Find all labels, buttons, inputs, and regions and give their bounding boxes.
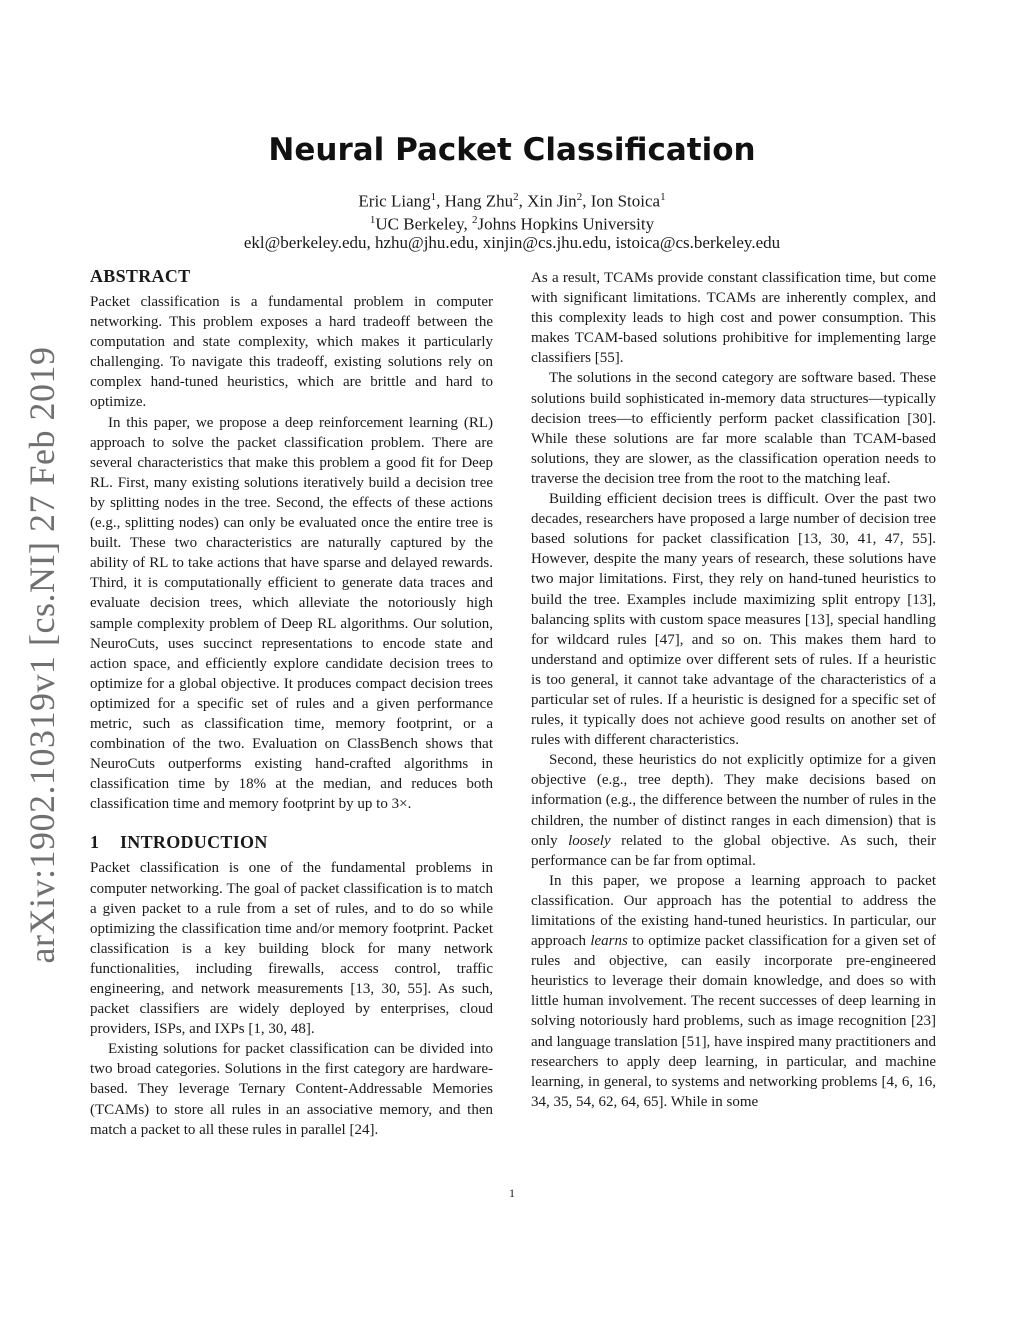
body-paragraph: The solutions in the second category are software based. These solutions build sophisticated in-memory data structures—typically decision trees—to efficiently perform packet classification [30]. While these solutions are far more scalable than TCAM-based solutions, they are slower, as the classification operation needs to traverse the decision tree from the root to the matching leaf. [531, 370, 936, 487]
author-affiliation-mark: 1 [660, 191, 666, 203]
arxiv-identifier: arXiv:1902.10319v1 [cs.NI] 27 Feb 2019 [22, 346, 62, 964]
text-run: In this paper, we propose a learning approach to packet classification. Our approach has the potential to address the limitations of the existing hand-tuned heuristics. In particular, our approach [531, 872, 936, 950]
author-emails: ekl@berkeley.edu, hzhu@jhu.edu, xinjin@cs.jhu.edu, istoica@cs.berkeley.edu [243, 233, 781, 252]
text-run: to optimize packet classification for a given set of rules and objective, can easily incorporate pre-engineered heuristics to leverage their domain knowledge, and does so with little human involvement. The recent successes of deep learning in solving notoriously hard problems, such as image recognition [23] and language translation [51], have inspired many practitioners and researchers to apply deep learning, in particular, and machine learning, in general, to systems and networking problems [4, 6, 16, 34, 35, 54, 62, 64, 65]. While in some [531, 933, 937, 1110]
affiliation-name: Johns Hopkins University [477, 214, 655, 234]
emphasis-text: learns [590, 933, 628, 950]
author-name: Ion Stoica [590, 191, 661, 211]
body-paragraph: Existing solutions for packet classification can be divided into two broad categories. Solutions in the first category are hardware-based. They leverage Ternary Content-Addressable Memories (TCAMs) to store all rules in an associative memory, and then match a packet to all these rules in parallel [24]. [90, 1041, 493, 1138]
author-affiliation-mark: 1 [430, 191, 437, 203]
author-list: Eric Liang$^1$, Hang Zhu$^2$, Xin Jin$^2$, Ion Stoica$^1$ [358, 191, 666, 211]
author-name: Xin Jin [527, 191, 577, 211]
paper-title: Neural Packet Classification [268, 132, 756, 168]
left-column [90, 264, 493, 1140]
abstract-paragraph: Packet classification is a fundamental problem in computer networking. This problem exposes a hard tradeoff between the computation and state complexity, which makes it particularly challenging. To navigate this tradeoff, existing solutions rely on complex hand-tuned heuristics, which are brittle and hard to optimize. [90, 294, 493, 411]
body-paragraph: As a result, TCAMs provide constant classification time, but come with significant limitations. TCAMs are inherently complex, and this complexity leads to high cost and power consumption. This makes TCAM-based solutions prohibitive for implementing large classifiers [55]. [531, 270, 936, 367]
abstract-heading: ABSTRACT [90, 266, 191, 286]
section-title: INTRODUCTION [120, 832, 268, 853]
introduction-heading [90, 830, 493, 854]
text-run: Second, these heuristics do not explicitly optimize for a given objective (e.g., tree depth). They make decisions based on information (e.g., the difference between the number of rules in the children, the number of distinct ranges in each dimension) that is only [531, 752, 936, 849]
body-paragraph: Building efficient decision trees is difficult. Over the past two decades, researchers have proposed a large number of decision tree based solutions for packet classification [13, 30, 41, 47, 55]. However, despite the many years of research, these solutions have two major limitations. First, they rely on hand-tuned heuristics to build the tree. Examples include maximizing split entropy [13], balancing splits with custom space measures [13], special handling for wildcard rules [47], and so on. This makes them hard to understand and optimize over different sets of rules. If a heuristic is too general, it cannot take advantage of the characteristics of a particular set of rules. If a heuristic is designed for a specific set of rules, it typically does not achieve good results on another set of rules with different characteristics. [531, 491, 936, 749]
affiliation-mark: 2 [472, 214, 478, 226]
body-paragraph [531, 750, 936, 871]
body-paragraph [531, 871, 936, 1112]
affiliation-mark: 1 [369, 214, 376, 226]
text-run: related to the global objective. As such, their performance can be far from optimal. [531, 832, 936, 869]
section-number: 1 [90, 832, 100, 853]
page-number: 1 [509, 1186, 515, 1200]
affiliation-name: UC Berkeley [375, 214, 464, 234]
author-affiliation-mark: 2 [513, 191, 519, 203]
body-paragraph: Packet classification is one of the fundamental problems in computer networking. The goal of packet classification is to match a given packet to a rule from a set of rules, and to do so while optimizing the classification time and/or memory footprint. Packet classification is a key building block for many network functionalities, including firewalls, access control, traffic engineering, and network measurements [13, 30, 55]. As such, packet classifiers are widely deployed by enterprises, cloud providers, ISPs, and IXPs [1, 30, 48]. [90, 860, 493, 1038]
author-name: Eric Liang [358, 191, 431, 211]
abstract-paragraph: In this paper, we propose a deep reinforcement learning (RL) approach to solve the packet classification problem. There are several characteristics that make this problem a good fit for Deep RL. First, many existing solutions iteratively build a decision tree by splitting nodes in the tree. Second, the effects of these actions (e.g., splitting nodes) can only be evaluated once the entire tree is built. These two characteristics are naturally captured by the ability of RL to take actions that have sparse and delayed rewards. Third, it is computationally efficient to generate data traces and evaluate decision trees, which alleviate the notoriously high sample complexity problem of Deep RL algorithms. Our solution, NeuroCuts, uses succinct representations to encode state and action space, and efficiently explore candidate decision trees to optimize for a global objective. It produces compact decision trees optimized for a specific set of rules and a given performance metric, such as classification time, memory footprint, or a combination of the two. Evaluation on ClassBench shows that NeuroCuts outperforms existing hand-crafted algorithms in classification time by 18% at the median, and reduces both classification time and memory footprint by up to 3×. [90, 414, 493, 813]
author-affiliation-mark: 2 [576, 191, 583, 203]
emphasis-text: loosely [568, 832, 611, 849]
author-name: Hang Zhu [444, 191, 514, 211]
affiliation-list: $^1$UC Berkeley, $^2$Johns Hopkins University [369, 214, 655, 234]
right-column [531, 268, 936, 1112]
